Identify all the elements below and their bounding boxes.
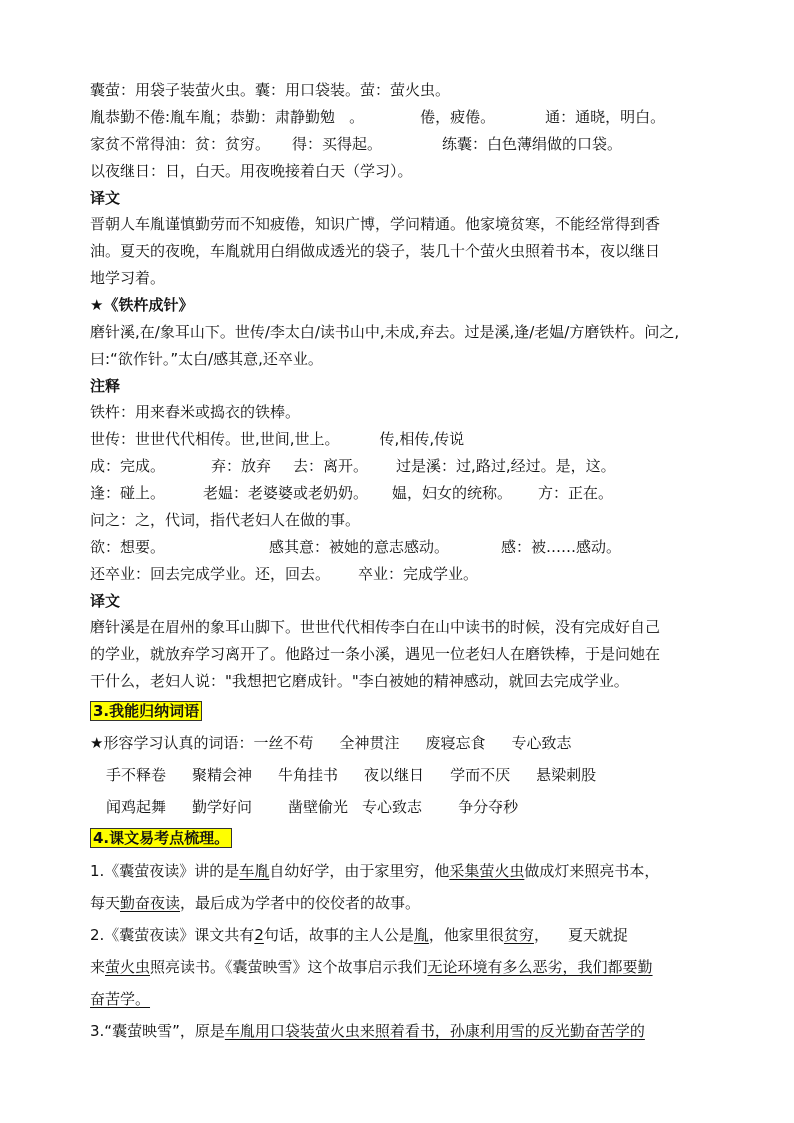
text-tiechu-b: 曰:“欲作针。”太白/感其意,还卒业。 <box>90 350 323 368</box>
paragraph-translation-1b: 油。夏天的夜晚，车胤就用白绢做成透光的袋子，装几十个萤火虫照着书本，夜以继日 <box>90 242 661 260</box>
question-2-line-2: 来萤火虫照亮读书。《囊萤映雪》这个故事启示我们无论环境有多么恶劣，我们都要勤 <box>90 958 653 976</box>
note-yu: 欲：想要。 感其意：被她的意志感动。 感：被……感动。 <box>90 538 622 556</box>
words-row-3: 闻鸡起舞 勤学好问 凿壁偷光 专心致志 争分夺秒 <box>106 798 519 816</box>
text-tiechu-a: 磨针溪,在/象耳山下。世传/李太白/读书山中,未成,弃去。过是溪,逢/老媪/方磨铁杵。问之, <box>90 323 680 341</box>
paragraph-translation-2b: 的学业，就放弃学习离开了。他路过一条小溪，遇见一位老妇人在磨铁棒，于是问她在 <box>90 645 661 663</box>
heading-yiwen-1: 译文 <box>90 189 121 207</box>
line-nangying: 囊萤：用袋子装萤火虫。囊：用口袋装。萤：萤火虫。 <box>90 81 451 99</box>
question-1-line-2: 每天勤奋夜读，最后成为学者中的佼佼者的故事。 <box>90 894 421 912</box>
heading-tiechu: ★《铁杵成针》 <box>90 296 194 314</box>
line-gongqin: 胤恭勤不倦:胤车胤；恭勤：肃静勤勉 。 倦，疲倦。 通：通晓，明白。 <box>90 108 666 126</box>
note-wenzhi: 问之：之，代词，指代老妇人在做的事。 <box>90 511 361 529</box>
words-row-1: ★形容学习认真的词语：一丝不苟 全神贯注 废寝忘食 专心致志 <box>90 734 572 752</box>
note-shichuan: 世传：世世代代相传。世,世间,世上。 传,相传,传说 <box>90 430 465 448</box>
line-yiyejiri: 以夜继日：日，白天。用夜晚接着白天（学习）。 <box>90 162 413 180</box>
paragraph-translation-1c: 地学习着。 <box>90 269 166 287</box>
paragraph-translation-2a: 磨针溪是在眉州的象耳山脚下。世世代代相传李白在山中读书的时候，没有完成好自己 <box>90 618 661 636</box>
section-3-heading: 3.我能归纳词语 <box>90 701 202 721</box>
paragraph-translation-2c: 干什么，老妇人说："我想把它磨成针。"李白被她的精神感动，就回去完成学业。 <box>90 672 629 690</box>
note-feng: 逢：碰上。 老媪：老婆婆或老奶奶。 媪，妇女的统称。 方：正在。 <box>90 484 614 502</box>
note-cheng: 成：完成。 弃：放弃 去：离开。 过是溪：过,路过,经过。是，这。 <box>90 457 616 475</box>
heading-yiwen-2: 译文 <box>90 592 121 610</box>
question-2-line-3: 奋苦学。 <box>90 990 151 1008</box>
line-jiapin: 家贫不常得油：贫：贫穷。 得：买得起。 练囊：白色薄绢做的口袋。 <box>90 135 623 153</box>
words-row-2: 手不释卷 聚精会神 牛角挂书 夜以继日 学而不厌 悬梁刺股 <box>106 766 597 784</box>
question-2-line-1: 2.《囊萤夜读》课文共有2句话，故事的主人公是胤，他家里很贫穷， 夏天就捉 <box>90 926 629 944</box>
paragraph-translation-1a: 晋朝人车胤谨慎勤劳而不知疲倦，知识广博，学问精通。他家境贫寒，不能经常得到香 <box>90 215 661 233</box>
section-4-heading: 4.课文易考点梳理。 <box>90 828 232 848</box>
note-tiechu: 铁杵：用来舂米或捣衣的铁棒。 <box>90 403 301 421</box>
question-1-line-1: 1.《囊萤夜读》讲的是车胤自幼好学，由于家里穷，他采集萤火虫做成灯来照亮书本， <box>90 862 660 880</box>
note-huanzuye: 还卒业：回去完成学业。还，回去。 卒业：完成学业。 <box>90 565 479 583</box>
heading-zhushi: 注释 <box>90 377 121 395</box>
question-3-line-1: 3.“囊萤映雪”，原是车胤用口袋装萤火虫来照着看书，孙康利用雪的反光勤奋苦学的 <box>90 1022 645 1040</box>
